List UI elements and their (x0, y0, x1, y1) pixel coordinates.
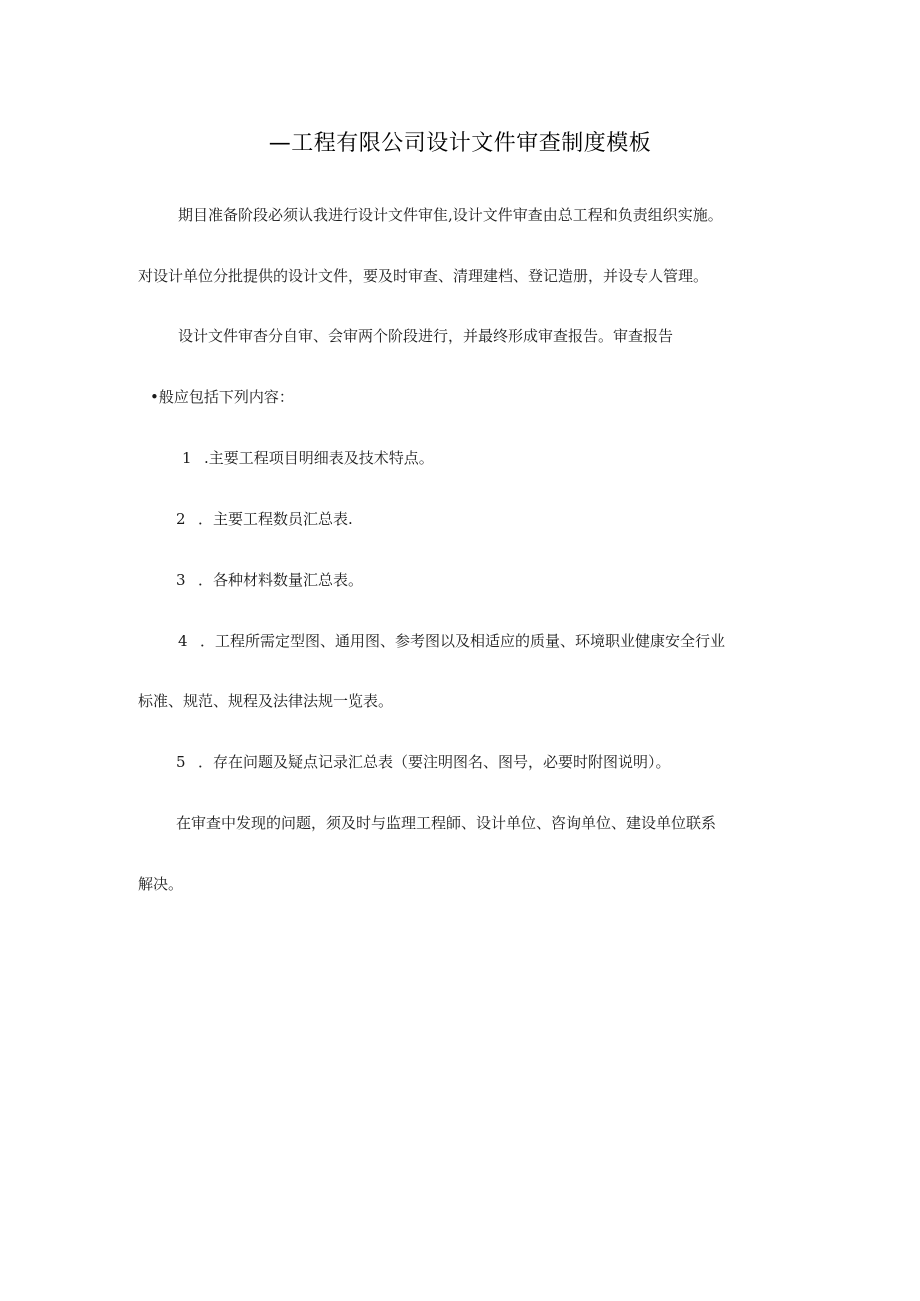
list-item-2 (176, 509, 353, 529)
paragraph-2-line-2: •般应包括下列内容： (150, 388, 294, 406)
list-item-text: ．存在问题及疑点记录汇总表（要注明图名、图号，必要时附图说明）。 (198, 753, 671, 771)
list-item-3 (176, 570, 363, 590)
list-item-number: 1 (182, 449, 192, 467)
list-item-text: ．工程所需定型图、通用图、参考图以及相适应的质量、环境职业健康安全行业 (200, 632, 726, 650)
list-item-number: 2 (176, 510, 186, 528)
list-item-1 (182, 448, 434, 468)
list-item-text: .主要工程项目明细表及技术特点。 (204, 449, 434, 467)
list-item-number: 5 (176, 753, 186, 771)
list-item-5 (176, 752, 671, 772)
list-item-4 (178, 631, 725, 651)
paragraph-1-line-1: 期目准备阶段必须认我进行设计文件审隹,设计文件审查由总工程和负责组织实施。 (178, 206, 723, 224)
paragraph-2-line-1: 设计文件审杳分自审、会审两个阶段进行，并最终形成审查报告。审查报告 (178, 327, 674, 345)
paragraph-1-line-2: 对设计单位分批提供的设计文件，要及时审查、清理建档、登记造册，并设专人管理。 (138, 267, 709, 285)
list-item-text: ．各种材料数量汇总表。 (198, 571, 364, 589)
list-item-4-continuation: 标准、规范、规程及法律法规一览表。 (138, 692, 394, 710)
paragraph-3-line-2: 解决。 (138, 875, 184, 893)
paragraph-3-line-1: 在审查中发现的问题，须及时与监理工程師、设计单位、咨询单位、建设单位联系 (176, 814, 717, 832)
document-title: —工程有限公司设计文件审查制度模板 (268, 131, 652, 156)
list-item-number: 4 (178, 632, 188, 650)
list-item-text: ．主要工程数员汇总表. (198, 510, 353, 528)
list-item-number: 3 (176, 571, 186, 589)
